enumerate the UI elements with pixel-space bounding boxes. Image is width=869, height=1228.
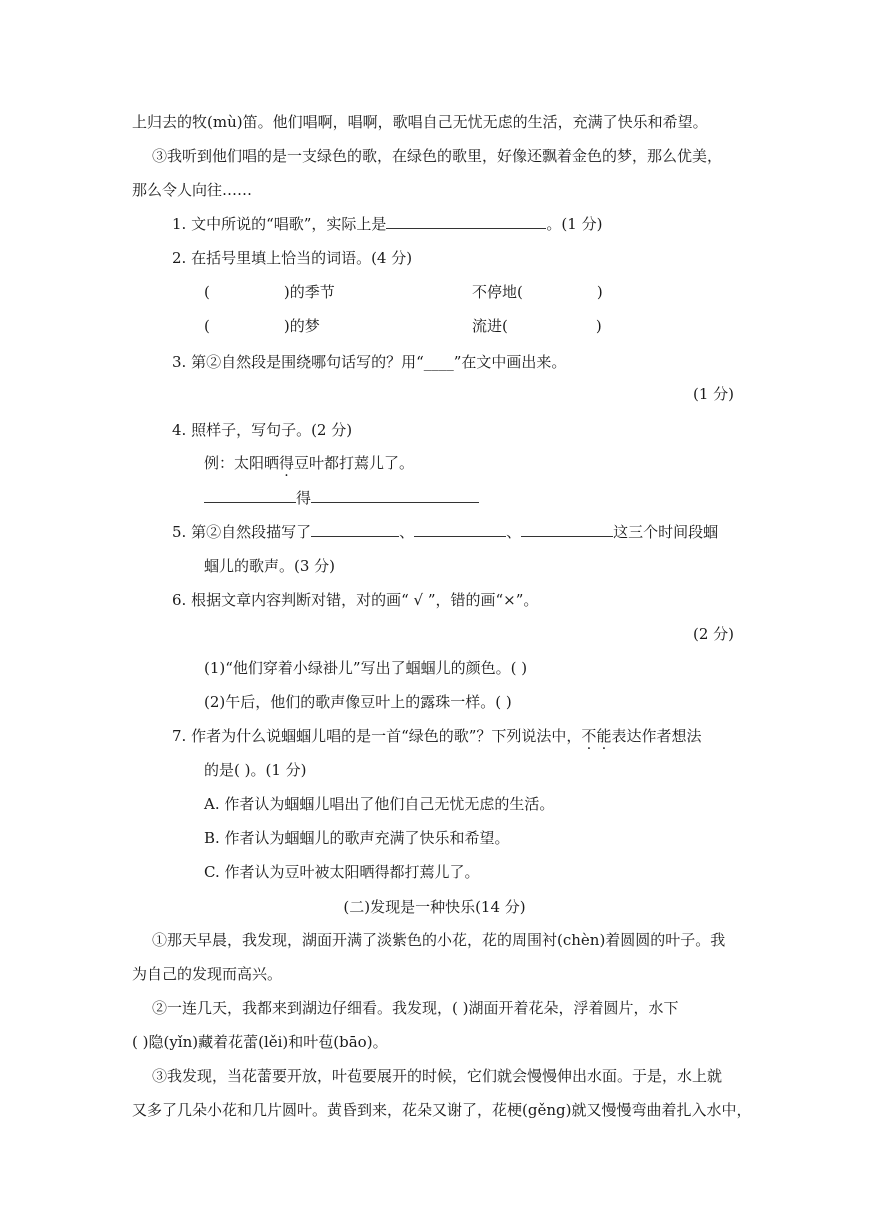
q4-answer: 得 — [204, 488, 479, 508]
q2-item: ( )的梦 — [204, 317, 320, 335]
answer-blank[interactable] — [204, 488, 296, 503]
passage-line: ②一连几天，我都来到湖边仔细看。我发现，( )湖面开着花朵，浮着圆片，水下 — [152, 999, 679, 1017]
answer-blank[interactable] — [386, 214, 546, 229]
passage-line: 上归去的牧(mù)笛。他们唱啊，唱啊，歌唱自己无忧无虑的生活，充满了快乐和希望。 — [132, 113, 708, 131]
section-title: (二)发现是一种快乐(14 分) — [343, 898, 526, 916]
passage-line: 又多了几朵小花和几片圆叶。黄昏到来，花朵又谢了，花梗(gěng)就又慢慢弯曲着扎入水中， — [132, 1101, 752, 1119]
question-7: 7. 作者为什么说蝈蝈儿唱的是一首“绿色的歌”？下列说法中，不能表达作者想法 — [172, 727, 702, 745]
passage-line: ③我听到他们唱的是一支绿色的歌，在绿色的歌里，好像还飘着金色的梦，那么优美， — [152, 147, 723, 165]
q6-item: (2)午后，他们的歌声像豆叶上的露珠一样。( ) — [204, 693, 512, 711]
answer-blank[interactable] — [311, 488, 479, 503]
passage-line: ①那天早晨，我发现，湖面开满了淡紫色的小花，花的周围衬(chèn)着圆圆的叶子。我 — [152, 931, 726, 949]
q2-item: 流进( ) — [472, 317, 602, 335]
q6-item: (1)“他们穿着小绿褂儿”写出了蝈蝈儿的颜色。( ) — [204, 659, 528, 677]
q7-option-a: A. 作者认为蝈蝈儿唱出了他们自己无忧无虑的生活。 — [204, 795, 555, 813]
answer-blank[interactable] — [414, 522, 506, 537]
question-1: 1. 文中所说的“唱歌”，实际上是 。(1 分) — [172, 215, 603, 233]
question-2: 2. 在括号里填上恰当的词语。(4 分) — [172, 249, 413, 267]
passage-line: 那么令人向往…… — [132, 181, 253, 199]
q7-option-b: B. 作者认为蝈蝈儿的歌声充满了快乐和希望。 — [204, 829, 510, 847]
question-5: 5. 第②自然段描写了 、 、 这三个时间段蝈 — [172, 523, 719, 541]
q2-item: ( )的季节 — [204, 283, 335, 301]
question-6: 6. 根据文章内容判断对错，对的画“ √ ”，错的画“×”。 — [172, 591, 539, 609]
q7-option-c: C. 作者认为豆叶被太阳晒得都打蔫儿了。 — [204, 863, 480, 881]
question-5-cont: 蝈儿的歌声。(3 分) — [204, 557, 336, 575]
passage-line: 为自己的发现而高兴。 — [132, 965, 283, 983]
answer-blank[interactable] — [521, 522, 613, 537]
passage-line: ( )隐(yǐn)藏着花蕾(lěi)和叶苞(bāo)。 — [132, 1033, 388, 1051]
question-4: 4. 照样子，写句子。(2 分) — [172, 421, 353, 439]
question-7-cont: 的是( )。(1 分) — [204, 761, 307, 779]
q2-item: 不停地( ) — [472, 283, 603, 301]
passage-line: ③我发现，当花蕾要开放，叶苞要展开的时候，它们就会慢慢伸出水面。于是，水上就 — [152, 1067, 723, 1085]
question-3: 3. 第②自然段是围绕哪句话写的？用“____”在文中画出来。 — [172, 353, 567, 371]
answer-blank[interactable] — [311, 522, 399, 537]
score-label: (2 分) — [692, 625, 734, 643]
q4-example: 例：太阳晒得豆叶都打蔫儿了。 — [204, 454, 415, 472]
score-label: (1 分) — [692, 385, 734, 403]
